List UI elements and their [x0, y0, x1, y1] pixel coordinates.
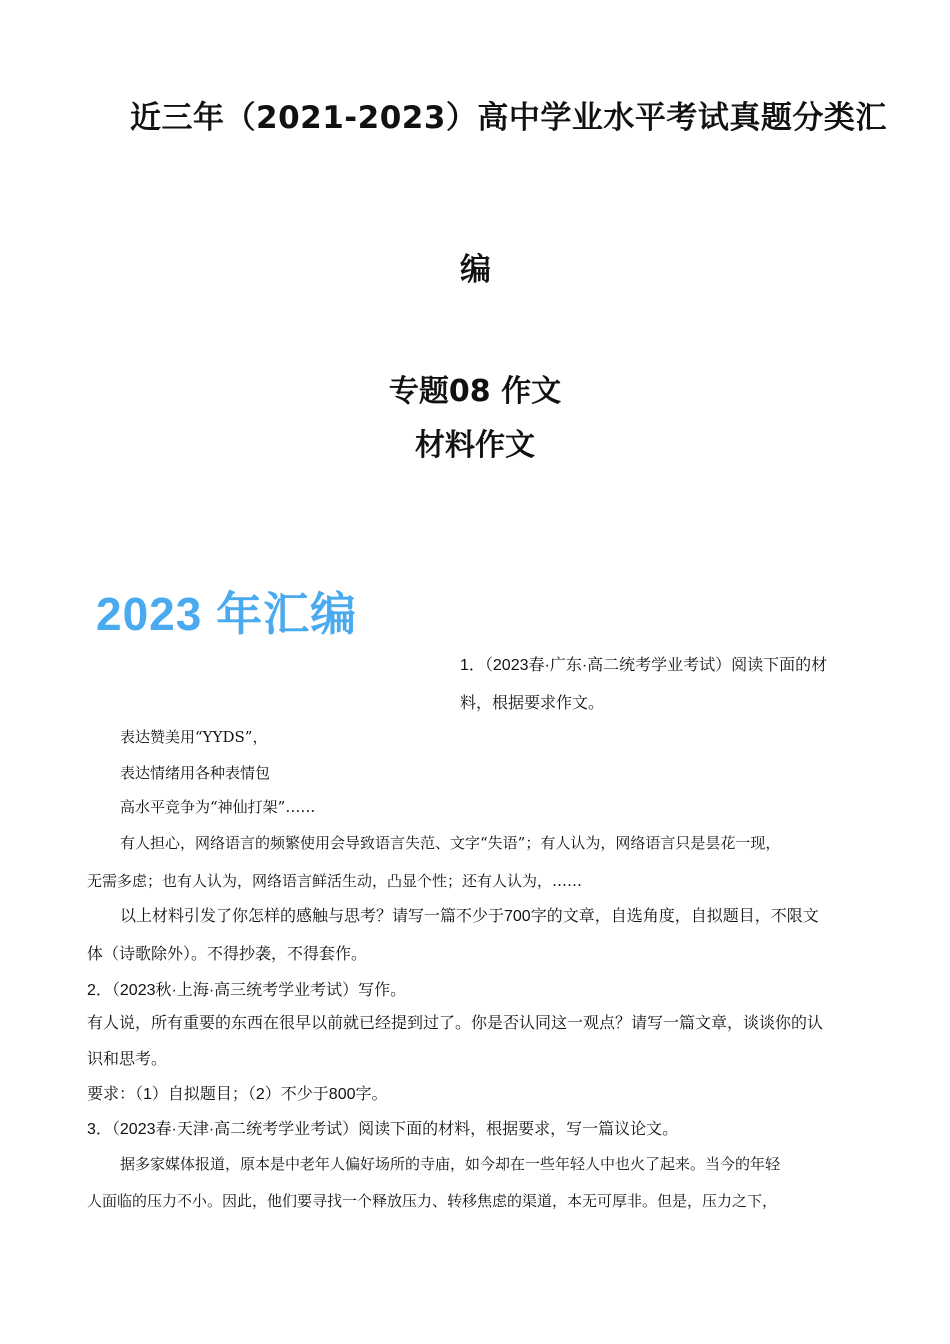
q3-body-line1: 据多家媒体报道，原本是中老年人偏好场所的寺庙，如今却在一些年轻人中也火了起来。当今的年轻 [120, 1155, 781, 1173]
q2-heading: 2．（2023秋·上海·高三统考学业考试）写作。 [87, 982, 407, 999]
topic-heading: 专题08 作文 [388, 374, 562, 409]
q2-body-line2: 识和思考。 [87, 1051, 168, 1068]
q1-material-line3: 高水平竞争为“神仙打架”…… [120, 798, 316, 816]
topic-subheading: 材料作文 [415, 428, 535, 463]
q2-requirement: 要求：（1）自拟题目；（2）不少于800字。 [87, 1086, 388, 1103]
q3-body-line2: 人面临的压力不小。因此，他们要寻找一个释放压力、转移焦虑的渠道，本无可厚非。但是，压力之下， [87, 1192, 778, 1210]
q1-requirement-line2: 体（诗歌除外）。不得抄袭，不得套作。 [87, 946, 368, 963]
q3-heading: 3．（2023春·天津·高二统考学业考试）阅读下面的材料，根据要求，写一篇议论文。 [87, 1121, 679, 1138]
document-title-continuation: 编 [460, 252, 491, 288]
q1-requirement-line1: 以上材料引发了你怎样的感触与思考？请写一篇不少于700字的文章，自选角度，自拟题目，不限文 [120, 908, 819, 925]
q1-material-para-line1: 有人担心，网络语言的频繁使用会导致语言失范、文字“失语”；有人认为，网络语言只是昙花一现， [120, 834, 781, 852]
q1-material-line2: 表达情绪用各种表情包 [120, 764, 271, 782]
q1-material-para-line2: 无需多虑；也有人认为，网络语言鲜活生动，凸显个性；还有人认为，…… [87, 872, 583, 890]
section-banner-2023: 2023 年汇编 [96, 588, 358, 640]
document-title: 近三年（2021-2023）高中学业水平考试真题分类汇 [130, 100, 887, 136]
q2-body-line1: 有人说，所有重要的东西在很早以前就已经提到过了。你是否认同这一观点？请写一篇文章，谈谈你的认 [87, 1015, 824, 1032]
q1-heading-line2: 料，根据要求作文。 [460, 695, 605, 712]
q1-material-line1: 表达赞美用“YYDS”， [120, 728, 268, 746]
q1-heading-line1: 1．（2023春·广东·高二统考学业考试）阅读下面的材 [460, 657, 828, 674]
